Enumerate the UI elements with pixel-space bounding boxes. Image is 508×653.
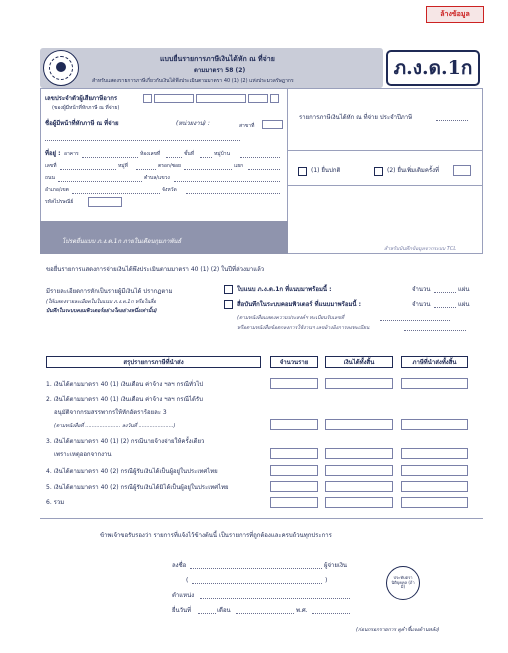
row-1-tax-input[interactable] [401, 378, 468, 389]
registration-reference-input[interactable] [404, 330, 466, 331]
clear-data-button[interactable] [426, 6, 484, 23]
tax-id-digit[interactable] [143, 94, 152, 103]
row-2-income-input[interactable] [325, 419, 393, 430]
column-header-count-text: จำนวนราย [279, 359, 309, 366]
company-stamp-text: ประทับตรา นิติบุคคล (ถ้ามี) [391, 574, 415, 590]
row-5-tax-input[interactable] [401, 481, 468, 492]
branch-label: สาขาที่ [239, 123, 255, 129]
section-divider [287, 88, 288, 221]
amphoe-input[interactable] [72, 193, 160, 194]
village-input[interactable] [240, 157, 280, 158]
room-label: ห้องเลขที่ [140, 151, 161, 157]
province-label: จังหวัด [162, 187, 177, 193]
filing-day-input[interactable] [198, 613, 216, 614]
column-header-income-text: เงินได้ทั้งสิ้น [343, 359, 375, 366]
attachment-text-1: มีรายละเอียดการหักเป็นรายผู้มีเงินได้ ปรากฏตาม [46, 288, 173, 295]
moo-label: หมู่ที่ [118, 163, 128, 169]
summary-row-5: 5. เงินได้ตามมาตรา 40 (2) กรณีผู้รับเงินได้มิได้เป็นผู้อยู่ในประเทศไทย [46, 484, 229, 491]
soi-input[interactable] [184, 169, 232, 170]
tax-id-group[interactable] [248, 94, 268, 103]
filing-date-label: ยื่นวันที่ [172, 607, 192, 614]
attachment-sheet-unit: แผ่น [458, 286, 470, 293]
company-stamp-icon [386, 566, 420, 600]
position-label: ตำแหน่ง [172, 592, 195, 599]
form-code: ภ.ง.ด.1ก [393, 57, 473, 79]
name-close-paren: ) [325, 577, 328, 584]
building-label: อาคาร [64, 151, 79, 157]
tax-id-group[interactable] [154, 94, 194, 103]
attachment-media-label: สื่อบันทึกในระบบคอมพิวเตอร์ ที่แนบมาพร้อมนี้ : [237, 301, 361, 308]
normal-filing-checkbox[interactable] [298, 167, 307, 176]
attachment-media-qty-label: จำนวน [412, 301, 431, 308]
officer-note: สำหรับบันทึกข้อมูลจากระบบ TCL [384, 246, 457, 252]
name-open-paren: ( [186, 577, 189, 584]
column-header-tax-text: ภาษีที่นำส่งทั้งสิ้น [412, 359, 457, 366]
attachment-note-2: หรือตามหนังสือข้อตกลงการใช้งานฯ เลขอ้างอิงการลงทะเบียน [237, 325, 370, 331]
tax-id-note: (ของผู้มีหน้าที่หักภาษี ณ ที่จ่าย) [52, 105, 120, 111]
road-input[interactable] [58, 181, 142, 182]
row-1-count-input[interactable] [270, 378, 318, 389]
summary-row-1: 1. เงินได้ตามมาตรา 40 (1) เงินเดือน ค่าจ้าง ฯลฯ กรณีทั่วไป [46, 381, 204, 388]
summary-row-4: 4. เงินได้ตามมาตรา 40 (2) กรณีผู้รับเงินได้เป็นผู้อยู่ในประเทศไทย [46, 468, 218, 475]
section-divider [287, 185, 483, 186]
soi-label: ตรอก/ซอย [158, 163, 181, 169]
attachment-text-3: บันทึกในระบบคอมพิวเตอร์อย่างใดอย่างหนึ่งเท่านั้น) [46, 308, 158, 314]
attachment-media-checkbox[interactable] [224, 300, 233, 309]
summary-row-6: 6. รวม [46, 499, 65, 506]
summary-row-3: 3. เงินได้ตามมาตรา 40 (1) (2) กรณีนายจ้างจ่ายให้ครั้งเดียว [46, 438, 205, 445]
tax-id-digit[interactable] [270, 94, 279, 103]
summary-row-2-line-2: อนุมัติจากกรมสรรพากรให้หักอัตราร้อยละ 3 [54, 409, 167, 416]
postcode-label: รหัสไปรษณีย์ [45, 199, 74, 205]
clear-data-label: ล้างข้อมูล [440, 10, 470, 18]
normal-filing-label: (1) ยื่นปกติ [311, 167, 341, 174]
floor-label: ชั้นที่ [184, 151, 195, 157]
amphoe-label: อำเภอ/เขต [45, 187, 69, 193]
branch-input[interactable] [262, 120, 283, 129]
summary-row-2-reference: (ตามหนังสือที่ ...................... ลงวันที่ ......................) [54, 423, 176, 429]
attachment-media-qty-input[interactable] [434, 307, 456, 308]
payer-name-hint: (หน่วยงาน) : [176, 120, 210, 127]
tax-id-field[interactable] [143, 94, 283, 103]
payer-role-label: ผู้จ่ายเงิน [324, 562, 347, 569]
column-header-count [270, 356, 318, 368]
section-divider [287, 150, 483, 151]
additional-filing-checkbox[interactable] [374, 167, 383, 176]
additional-filing-count-input[interactable] [453, 165, 471, 176]
filing-month-input[interactable] [236, 613, 294, 614]
attachment-sheet-qty-input[interactable] [434, 292, 456, 293]
row-2-count-input[interactable] [270, 419, 318, 430]
row-1-income-input[interactable] [325, 378, 393, 389]
attachment-note-1: (ตามหนังสือแสดงความประสงค์ฯ ทะเบียนรับเลขที่ [237, 315, 345, 321]
village-label: หมู่บ้าน [214, 151, 230, 157]
filing-month-label: เดือน [217, 607, 231, 614]
attachment-sheet-label: ใบแนบ ภ.ง.ด.1ก ที่แนบมาพร้อมนี้ : [237, 286, 332, 293]
attachment-sheet-checkbox[interactable] [224, 285, 233, 294]
tax-year-input[interactable] [436, 120, 468, 121]
number-input[interactable] [60, 169, 116, 170]
row-2-tax-input[interactable] [401, 419, 468, 430]
form-law: ตามมาตรา 58 (2) [194, 67, 246, 74]
row-3-count-input[interactable] [270, 448, 318, 459]
number-label: เลขที่ [45, 163, 57, 169]
attachment-sheet-qty-label: จำนวน [412, 286, 431, 293]
road-label: ถนน [45, 175, 55, 181]
tax-year-label: รายการภาษีเงินได้หัก ณ ที่จ่าย ประจำปีภาษี [299, 114, 413, 121]
room-input[interactable] [166, 157, 182, 158]
address-label: ที่อยู่ : [45, 150, 61, 157]
form-code-box [386, 50, 480, 86]
moo-input[interactable] [136, 169, 156, 170]
deadline-banner-text: โปรดยื่นแบบ ภ.ง.ด.1ก ภายในเดือนกุมภาพันธ์ [62, 238, 182, 245]
revenue-department-seal-icon [43, 50, 79, 86]
summary-heading [46, 356, 261, 368]
yaek-input[interactable] [248, 169, 280, 170]
row-5-income-input[interactable] [325, 481, 393, 492]
floor-input[interactable] [200, 157, 212, 158]
row-6-tax-input[interactable] [401, 497, 468, 508]
tambon-input[interactable] [174, 181, 280, 182]
row-4-tax-input[interactable] [401, 465, 468, 476]
filing-year-input[interactable] [312, 613, 350, 614]
attachment-media-unit: แผ่น [458, 301, 470, 308]
summary-separator [40, 518, 483, 519]
declaration-text: ข้าพเจ้าขอรับรองว่า รายการที่แจ้งไว้ข้างต้นนี้ เป็นรายการที่ถูกต้องและครบถ้วนทุกประการ [100, 532, 332, 539]
filing-year-label: พ.ศ. [296, 607, 308, 614]
form-subtitle: สำหรับแสดงรายการภาษีเกี่ยวกับเงินได้พึงประเมินตามมาตรา 40 (1) (2) แห่งประมวลรัษฎากร [92, 78, 294, 84]
province-input[interactable] [186, 193, 280, 194]
row-4-count-input[interactable] [270, 465, 318, 476]
signature-input[interactable] [190, 568, 322, 569]
position-input[interactable] [200, 598, 350, 599]
yaek-label: แยก [234, 163, 244, 169]
row-3-income-input[interactable] [325, 448, 393, 459]
row-5-count-input[interactable] [270, 481, 318, 492]
intro-text: ขอยื่นรายการแสดงการจ่ายเงินได้พึงประเมินตามมาตรา 40 (1) (2) ในปีที่ล่วงมาแล้ว [46, 266, 265, 273]
row-6-income-input[interactable] [325, 497, 393, 508]
row-4-income-input[interactable] [325, 465, 393, 476]
signer-name-input[interactable] [192, 583, 322, 584]
payer-name-label: ชื่อผู้มีหน้าที่หักภาษี ณ ที่จ่าย [45, 120, 119, 127]
summary-heading-text: สรุปรายการภาษีที่นำส่ง [123, 359, 184, 366]
row-6-count-input[interactable] [270, 497, 318, 508]
form-title: แบบยื่นรายการภาษีเงินได้หัก ณ ที่จ่าย [160, 55, 275, 63]
additional-filing-label: (2) ยื่นเพิ่มเติมครั้งที่ [387, 167, 440, 174]
postcode-input[interactable] [88, 197, 122, 207]
registration-number-input[interactable] [380, 320, 450, 321]
summary-row-2: 2. เงินได้ตามมาตรา 40 (1) เงินเดือน ค่าจ้าง ฯลฯ กรณีได้รับ [46, 396, 203, 403]
column-header-tax [401, 356, 468, 368]
tax-id-group[interactable] [196, 94, 246, 103]
footer-note: (ก่อนกรอกรายการ ดูคำชี้แจงด้านหลัง) [356, 627, 440, 633]
row-3-tax-input[interactable] [401, 448, 468, 459]
attachment-text-2: (ให้แสดงรายละเอียดในใบแนบ ภ.ง.ด.1ก หรือในสื่อ [46, 299, 157, 305]
summary-row-3-line-2: เพราะเหตุออกจากงาน [54, 451, 112, 458]
tambon-label: ตำบล/แขวง [144, 175, 170, 181]
signature-label: ลงชื่อ [172, 562, 187, 569]
column-header-income [325, 356, 393, 368]
building-input[interactable] [82, 157, 138, 158]
tax-id-label: เลขประจำตัวผู้เสียภาษีอากร [45, 95, 118, 102]
payer-name-input[interactable] [45, 140, 240, 141]
